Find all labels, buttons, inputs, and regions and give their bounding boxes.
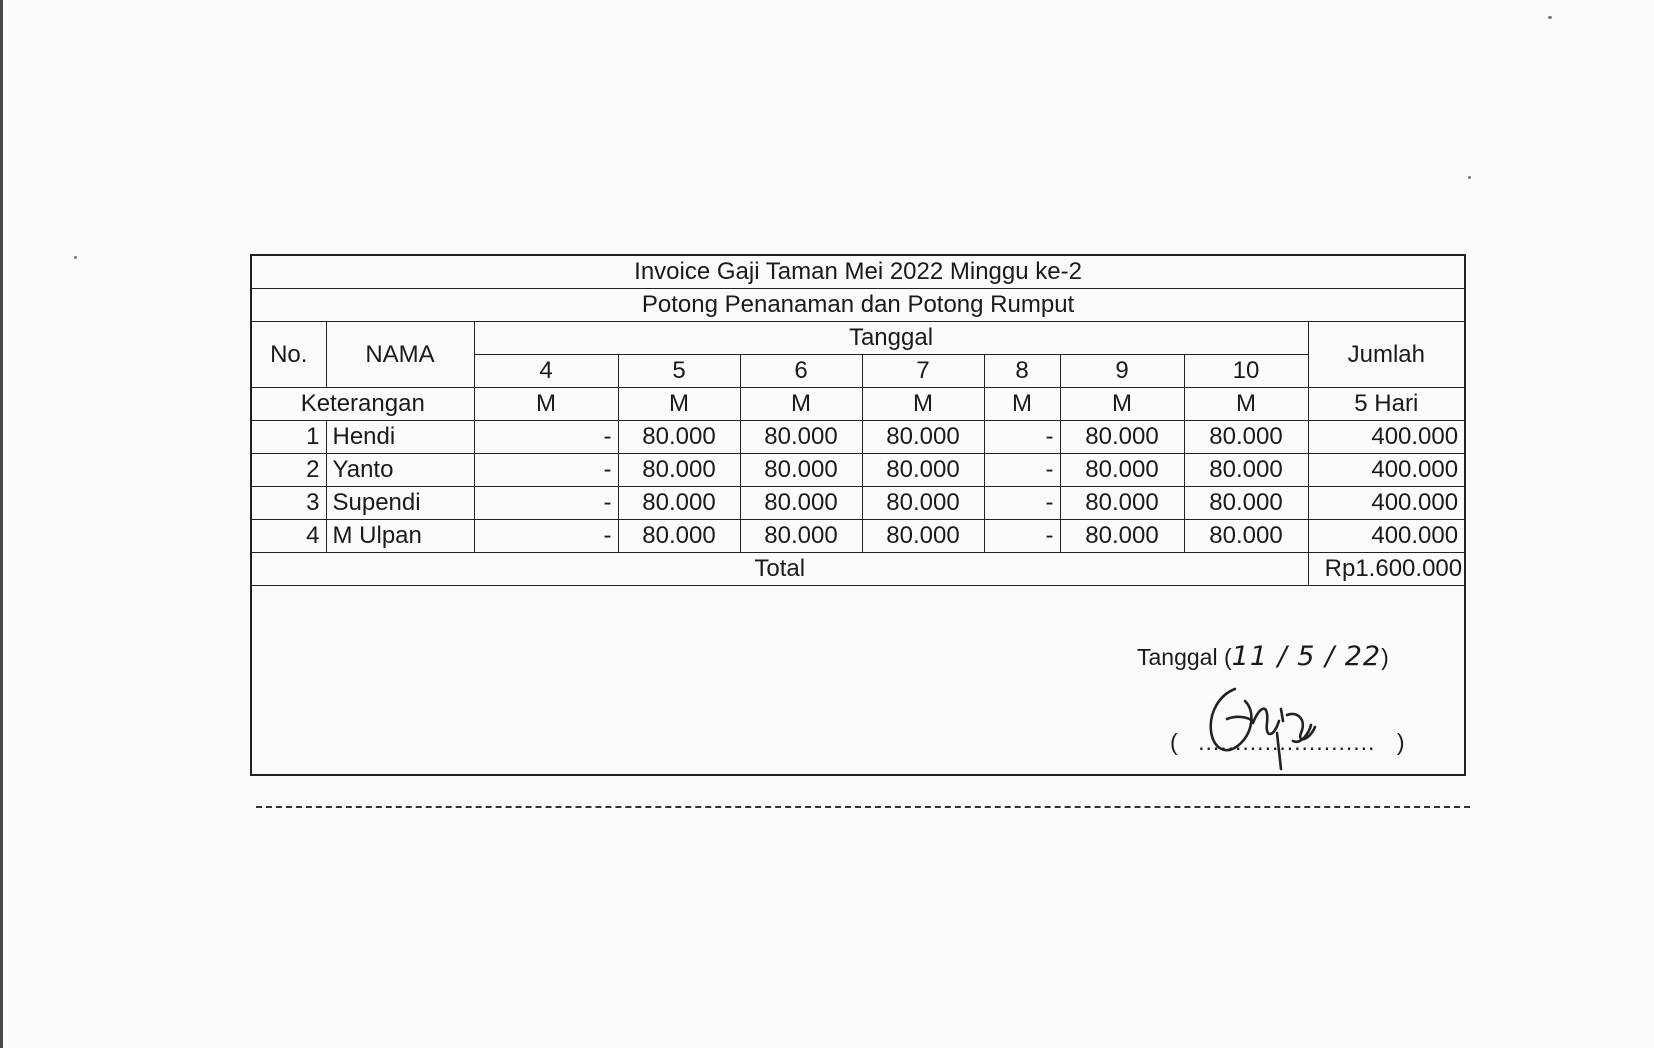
signoff-date: [1137, 641, 1389, 672]
sig-dots: ........................: [1198, 729, 1376, 755]
code-cell: M: [1184, 388, 1308, 421]
code-cell: M: [474, 388, 618, 421]
row-value: -: [474, 520, 618, 553]
row-name: Supendi: [326, 487, 474, 520]
row-no: 1: [252, 421, 326, 454]
header-no: No.: [252, 322, 326, 388]
signoff-date-label: Tanggal: [1137, 644, 1218, 670]
row-value: -: [474, 487, 618, 520]
header-tanggal: Tanggal: [474, 322, 1308, 355]
row-name: Hendi: [326, 421, 474, 454]
header-jumlah-hari: 5 Hari: [1308, 388, 1464, 421]
row-total: 400.000: [1308, 454, 1464, 487]
scan-edge: [0, 0, 3, 1048]
invoice-table: [252, 256, 1464, 586]
row-value: -: [984, 421, 1060, 454]
row-value: 80.000: [740, 487, 862, 520]
table-row: [252, 421, 1464, 454]
row-value: 80.000: [740, 421, 862, 454]
grand-total: Rp1.600.000: [1308, 553, 1464, 586]
signoff-date-open: (: [1223, 644, 1232, 670]
row-value: 80.000: [618, 454, 740, 487]
row-value: 80.000: [862, 454, 984, 487]
invoice-subtitle: Potong Penanaman dan Potong Rumput: [252, 289, 1464, 322]
handwritten-date: 11 / 5 / 22: [1231, 641, 1382, 672]
row-value: 80.000: [1060, 454, 1184, 487]
scan-speck: [1548, 16, 1552, 19]
signature-line: [1170, 729, 1406, 756]
header-nama: NAMA: [326, 322, 474, 388]
row-value: 80.000: [1060, 487, 1184, 520]
invoice-title: Invoice Gaji Taman Mei 2022 Minggu ke-2: [252, 256, 1464, 289]
row-name: Yanto: [326, 454, 474, 487]
row-value: 80.000: [740, 454, 862, 487]
row-value: -: [474, 421, 618, 454]
row-value: -: [984, 454, 1060, 487]
row-value: 80.000: [1184, 454, 1308, 487]
row-value: 80.000: [862, 487, 984, 520]
signoff-date-close: ): [1381, 644, 1389, 670]
sig-close: ): [1396, 729, 1406, 755]
row-value: 80.000: [618, 487, 740, 520]
row-total: 400.000: [1308, 487, 1464, 520]
title-row: [252, 256, 1464, 289]
table-row: [252, 454, 1464, 487]
row-value: 80.000: [1184, 421, 1308, 454]
row-value: 80.000: [740, 520, 862, 553]
sig-open: (: [1170, 729, 1179, 755]
header-jumlah: Jumlah: [1308, 322, 1464, 388]
code-cell: M: [1060, 388, 1184, 421]
date-cell: 9: [1060, 355, 1184, 388]
cut-line: [256, 806, 1470, 808]
code-cell: M: [618, 388, 740, 421]
date-cell: 8: [984, 355, 1060, 388]
table-row: [252, 520, 1464, 553]
row-value: -: [474, 454, 618, 487]
total-row: [252, 553, 1464, 586]
date-cell: 10: [1184, 355, 1308, 388]
row-value: -: [984, 520, 1060, 553]
date-cell: 6: [740, 355, 862, 388]
keterangan-row: [252, 388, 1464, 421]
subtitle-row: [252, 289, 1464, 322]
date-cell: 5: [618, 355, 740, 388]
row-value: 80.000: [862, 520, 984, 553]
row-value: 80.000: [862, 421, 984, 454]
signoff-area: [252, 611, 1464, 774]
header-row: [252, 322, 1464, 355]
row-value: 80.000: [1184, 520, 1308, 553]
scan-speck: [1468, 176, 1471, 179]
date-cell: 4: [474, 355, 618, 388]
row-no: 3: [252, 487, 326, 520]
scan-speck: [74, 256, 77, 259]
row-value: 80.000: [618, 520, 740, 553]
code-cell: M: [862, 388, 984, 421]
date-cell: 7: [862, 355, 984, 388]
row-value: 80.000: [618, 421, 740, 454]
row-name: M Ulpan: [326, 520, 474, 553]
row-value: 80.000: [1060, 421, 1184, 454]
total-label: Total: [252, 553, 1308, 586]
code-cell: M: [740, 388, 862, 421]
row-total: 400.000: [1308, 421, 1464, 454]
invoice-sheet: [250, 254, 1466, 776]
handwritten-signature: [1197, 671, 1347, 771]
header-keterangan: Keterangan: [252, 388, 474, 421]
row-no: 2: [252, 454, 326, 487]
row-total: 400.000: [1308, 520, 1464, 553]
row-value: 80.000: [1060, 520, 1184, 553]
row-value: 80.000: [1184, 487, 1308, 520]
code-cell: M: [984, 388, 1060, 421]
row-no: 4: [252, 520, 326, 553]
table-row: [252, 487, 1464, 520]
row-value: -: [984, 487, 1060, 520]
